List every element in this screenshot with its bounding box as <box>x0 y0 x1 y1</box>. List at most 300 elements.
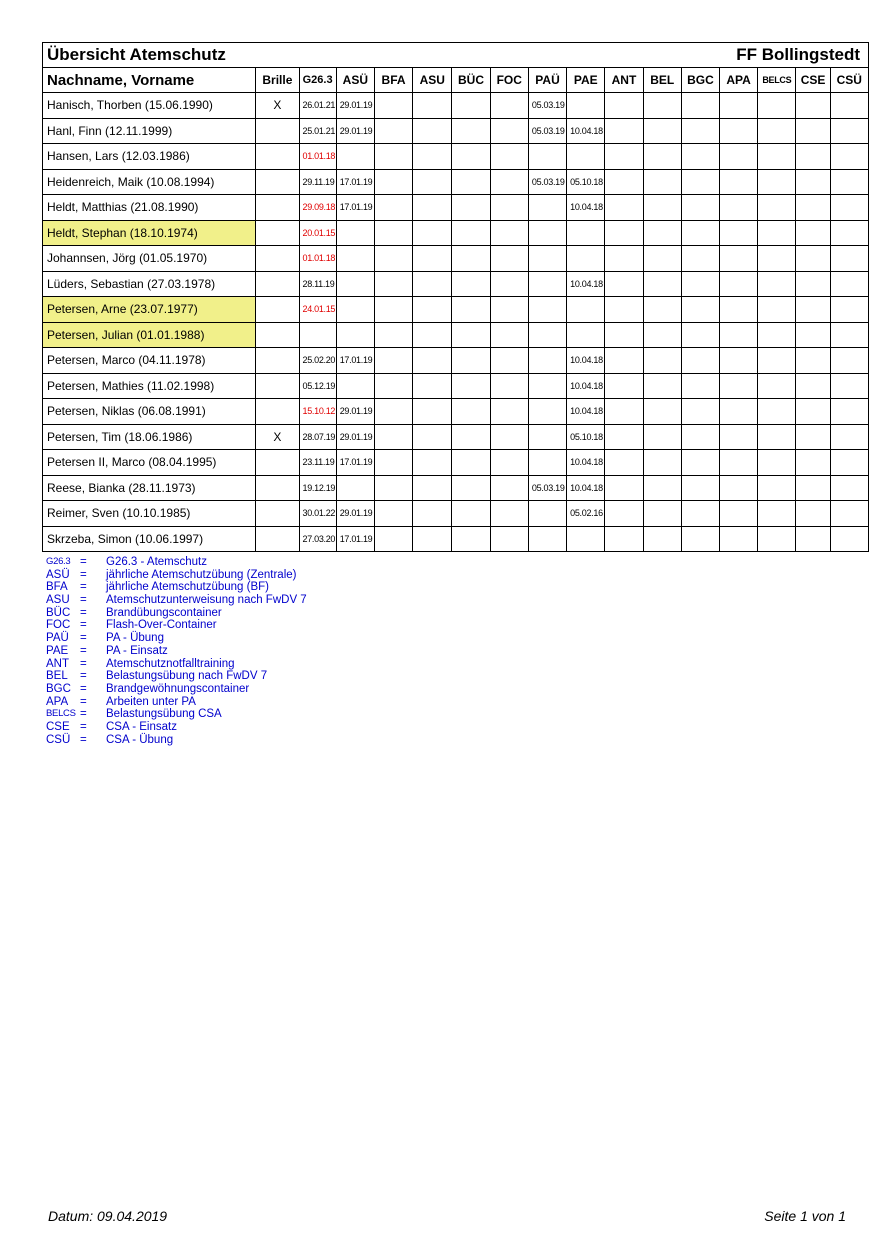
legend-abbreviation: BÜC <box>46 606 71 619</box>
date-cell-g263: 19.12.19 <box>299 475 336 501</box>
empty-cell <box>452 118 490 144</box>
table-row <box>43 475 869 501</box>
empty-cell <box>374 118 412 144</box>
empty-cell <box>720 424 758 450</box>
table-row <box>43 144 869 170</box>
empty-cell <box>830 475 868 501</box>
empty-cell <box>374 169 412 195</box>
column-header-apa: APA <box>720 68 758 93</box>
empty-cell <box>681 322 719 348</box>
empty-cell <box>374 297 412 323</box>
empty-cell <box>413 322 452 348</box>
person-name: Petersen, Niklas (06.08.1991) <box>43 399 256 425</box>
date-cell-g263: 26.01.21 <box>299 93 336 119</box>
legend-item <box>46 581 307 594</box>
legend-abbreviation: G26.3 <box>46 556 71 567</box>
date-cell-pae <box>567 220 605 246</box>
column-header-foc: FOC <box>490 68 528 93</box>
empty-cell <box>605 169 643 195</box>
empty-cell <box>796 526 830 552</box>
empty-cell <box>452 424 490 450</box>
empty-cell <box>643 246 681 272</box>
empty-cell <box>490 501 528 527</box>
empty-cell <box>605 118 643 144</box>
empty-cell <box>643 399 681 425</box>
empty-cell <box>796 271 830 297</box>
empty-cell <box>605 297 643 323</box>
glasses-cell <box>256 322 299 348</box>
table-row <box>43 271 869 297</box>
empty-cell <box>605 450 643 476</box>
date-cell-pae: 10.04.18 <box>567 399 605 425</box>
person-name: Heldt, Stephan (18.10.1974) <box>43 220 256 246</box>
empty-cell <box>796 450 830 476</box>
date-cell-paue <box>528 322 566 348</box>
empty-cell <box>830 144 868 170</box>
empty-cell <box>758 271 796 297</box>
legend-equals: = <box>80 568 87 581</box>
legend-equals: = <box>80 695 87 708</box>
legend-description: Belastungsübung nach FwDV 7 <box>106 670 268 683</box>
date-cell-pae: 05.10.18 <box>567 169 605 195</box>
table-row <box>43 526 869 552</box>
glasses-cell <box>256 220 299 246</box>
empty-cell <box>643 501 681 527</box>
legend-description: Atemschutznotfalltraining <box>106 657 235 670</box>
person-name: Hanl, Finn (12.11.1999) <box>43 118 256 144</box>
date-cell-asue: 29.01.19 <box>336 424 374 450</box>
date-cell-g263: 30.01.22 <box>299 501 336 527</box>
person-name: Lüders, Sebastian (27.03.1978) <box>43 271 256 297</box>
date-cell-asue: 17.01.19 <box>336 195 374 221</box>
empty-cell <box>490 246 528 272</box>
empty-cell <box>720 169 758 195</box>
empty-cell <box>758 195 796 221</box>
training-overview-table <box>42 42 869 552</box>
empty-cell <box>830 424 868 450</box>
empty-cell <box>452 93 490 119</box>
empty-cell <box>490 271 528 297</box>
column-header-nachname-vorname: Nachname, Vorname <box>43 68 256 93</box>
empty-cell <box>643 118 681 144</box>
legend-equals: = <box>80 632 87 645</box>
empty-cell <box>374 144 412 170</box>
legend-equals: = <box>80 644 87 657</box>
date-cell-pae <box>567 297 605 323</box>
date-cell-paue <box>528 348 566 374</box>
date-cell-g263: 01.01.18 <box>299 144 336 170</box>
empty-cell <box>681 297 719 323</box>
empty-cell <box>758 501 796 527</box>
legend-equals: = <box>80 720 87 733</box>
date-cell-g263: 23.11.19 <box>299 450 336 476</box>
empty-cell <box>413 297 452 323</box>
legend-item <box>46 569 307 582</box>
legend-abbreviation: PAE <box>46 644 69 657</box>
glasses-cell <box>256 348 299 374</box>
empty-cell <box>681 118 719 144</box>
date-cell-paue: 05.03.19 <box>528 118 566 144</box>
empty-cell <box>681 475 719 501</box>
empty-cell <box>796 297 830 323</box>
empty-cell <box>490 373 528 399</box>
empty-cell <box>720 348 758 374</box>
legend-description: CSA - Übung <box>106 733 174 746</box>
date-cell-pae: 10.04.18 <box>567 118 605 144</box>
empty-cell <box>720 118 758 144</box>
date-cell-asue: 29.01.19 <box>336 399 374 425</box>
column-header-cse: CSE <box>796 68 830 93</box>
empty-cell <box>796 195 830 221</box>
empty-cell <box>643 475 681 501</box>
glasses-cell: X <box>256 424 299 450</box>
empty-cell <box>413 475 452 501</box>
empty-cell <box>643 450 681 476</box>
table-row <box>43 399 869 425</box>
date-cell-paue: 05.03.19 <box>528 93 566 119</box>
empty-cell <box>720 220 758 246</box>
empty-cell <box>681 450 719 476</box>
date-cell-asue <box>336 297 374 323</box>
empty-cell <box>643 348 681 374</box>
legend-description: Brandübungscontainer <box>106 606 222 619</box>
empty-cell <box>452 195 490 221</box>
glasses-cell <box>256 399 299 425</box>
person-name: Skrzeba, Simon (10.06.1997) <box>43 526 256 552</box>
empty-cell <box>605 526 643 552</box>
empty-cell <box>720 475 758 501</box>
legend-item <box>46 721 307 734</box>
empty-cell <box>681 526 719 552</box>
empty-cell <box>490 169 528 195</box>
empty-cell <box>413 144 452 170</box>
date-cell-asue <box>336 271 374 297</box>
legend-description: jährliche Atemschutzübung (Zentrale) <box>106 568 297 581</box>
glasses-cell <box>256 450 299 476</box>
empty-cell <box>374 220 412 246</box>
date-cell-pae: 10.04.18 <box>567 475 605 501</box>
person-name: Heldt, Matthias (21.08.1990) <box>43 195 256 221</box>
date-cell-asue <box>336 373 374 399</box>
glasses-cell <box>256 271 299 297</box>
column-header-b-c: BÜC <box>452 68 490 93</box>
empty-cell <box>413 93 452 119</box>
empty-cell <box>681 246 719 272</box>
date-cell-g263: 28.07.19 <box>299 424 336 450</box>
date-cell-pae: 10.04.18 <box>567 373 605 399</box>
column-header-pae: PAE <box>567 68 605 93</box>
empty-cell <box>758 424 796 450</box>
empty-cell <box>374 475 412 501</box>
empty-cell <box>758 220 796 246</box>
empty-cell <box>490 450 528 476</box>
legend-item <box>46 658 307 671</box>
person-name: Reimer, Sven (10.10.1985) <box>43 501 256 527</box>
empty-cell <box>720 501 758 527</box>
empty-cell <box>643 424 681 450</box>
date-cell-paue <box>528 399 566 425</box>
empty-cell <box>374 450 412 476</box>
legend-equals: = <box>80 682 87 695</box>
empty-cell <box>452 246 490 272</box>
column-header-pa: PAÜ <box>528 68 566 93</box>
person-name: Petersen II, Marco (08.04.1995) <box>43 450 256 476</box>
empty-cell <box>720 450 758 476</box>
empty-cell <box>796 373 830 399</box>
legend-abbreviation: ASU <box>46 594 70 607</box>
empty-cell <box>796 399 830 425</box>
table-row <box>43 297 869 323</box>
date-cell-paue <box>528 424 566 450</box>
empty-cell <box>605 195 643 221</box>
date-cell-g263 <box>299 322 336 348</box>
empty-cell <box>681 501 719 527</box>
date-cell-paue: 05.03.19 <box>528 475 566 501</box>
column-header-g26-3: G26.3 <box>299 68 336 93</box>
empty-cell <box>374 501 412 527</box>
empty-cell <box>830 297 868 323</box>
empty-cell <box>374 373 412 399</box>
empty-cell <box>796 501 830 527</box>
empty-cell <box>490 475 528 501</box>
empty-cell <box>374 526 412 552</box>
empty-cell <box>758 526 796 552</box>
glasses-cell <box>256 246 299 272</box>
empty-cell <box>605 220 643 246</box>
empty-cell <box>413 271 452 297</box>
legend-description: Belastungsübung CSA <box>106 708 222 721</box>
date-cell-asue <box>336 322 374 348</box>
empty-cell <box>758 118 796 144</box>
date-cell-g263: 29.11.19 <box>299 169 336 195</box>
date-cell-g263: 15.10.12 <box>299 399 336 425</box>
empty-cell <box>413 450 452 476</box>
date-cell-paue <box>528 144 566 170</box>
empty-cell <box>452 169 490 195</box>
empty-cell <box>830 501 868 527</box>
date-cell-asue: 17.01.19 <box>336 348 374 374</box>
date-cell-pae: 05.10.18 <box>567 424 605 450</box>
legend-description: G26.3 - Atemschutz <box>106 556 207 568</box>
legend-item <box>46 556 307 569</box>
date-cell-g263: 24.01.15 <box>299 297 336 323</box>
date-cell-paue <box>528 373 566 399</box>
date-cell-g263: 25.02.20 <box>299 348 336 374</box>
date-cell-paue <box>528 450 566 476</box>
empty-cell <box>452 399 490 425</box>
empty-cell <box>605 399 643 425</box>
empty-cell <box>413 246 452 272</box>
date-cell-g263: 05.12.19 <box>299 373 336 399</box>
empty-cell <box>830 322 868 348</box>
table-row <box>43 424 869 450</box>
empty-cell <box>758 475 796 501</box>
date-cell-paue <box>528 526 566 552</box>
empty-cell <box>681 271 719 297</box>
empty-cell <box>681 144 719 170</box>
empty-cell <box>452 144 490 170</box>
date-cell-asue: 29.01.19 <box>336 93 374 119</box>
empty-cell <box>374 348 412 374</box>
date-cell-paue <box>528 195 566 221</box>
empty-cell <box>758 373 796 399</box>
empty-cell <box>681 424 719 450</box>
empty-cell <box>605 501 643 527</box>
empty-cell <box>413 169 452 195</box>
empty-cell <box>413 348 452 374</box>
date-cell-asue: 17.01.19 <box>336 450 374 476</box>
empty-cell <box>605 348 643 374</box>
date-cell-asue: 29.01.19 <box>336 118 374 144</box>
empty-cell <box>796 144 830 170</box>
date-cell-pae: 10.04.18 <box>567 450 605 476</box>
empty-cell <box>452 271 490 297</box>
empty-cell <box>796 118 830 144</box>
legend-item <box>46 696 307 709</box>
legend-description: PA - Übung <box>106 632 164 645</box>
legend-item <box>46 708 307 721</box>
empty-cell <box>830 348 868 374</box>
column-header-brille: Brille <box>256 68 299 93</box>
column-header-bfa: BFA <box>374 68 412 93</box>
empty-cell <box>830 195 868 221</box>
date-cell-asue <box>336 246 374 272</box>
person-name: Petersen, Arne (23.07.1977) <box>43 297 256 323</box>
legend-item <box>46 632 307 645</box>
empty-cell <box>605 322 643 348</box>
empty-cell <box>490 526 528 552</box>
legend-item <box>46 683 307 696</box>
legend-equals: = <box>80 657 87 670</box>
empty-cell <box>605 246 643 272</box>
footer-date: Datum: 09.04.2019 <box>48 1208 168 1224</box>
date-cell-g263: 27.03.20 <box>299 526 336 552</box>
legend-abbreviation: CSE <box>46 720 70 733</box>
empty-cell <box>796 220 830 246</box>
empty-cell <box>796 169 830 195</box>
person-name: Reese, Bianka (28.11.1973) <box>43 475 256 501</box>
glasses-cell: X <box>256 93 299 119</box>
legend-equals: = <box>80 708 87 721</box>
empty-cell <box>452 373 490 399</box>
table-row <box>43 348 869 374</box>
person-name: Heidenreich, Maik (10.08.1994) <box>43 169 256 195</box>
person-name: Petersen, Julian (01.01.1988) <box>43 322 256 348</box>
empty-cell <box>374 399 412 425</box>
empty-cell <box>830 450 868 476</box>
date-cell-asue: 17.01.19 <box>336 526 374 552</box>
empty-cell <box>643 297 681 323</box>
empty-cell <box>681 169 719 195</box>
glasses-cell <box>256 526 299 552</box>
empty-cell <box>830 246 868 272</box>
empty-cell <box>681 348 719 374</box>
empty-cell <box>643 220 681 246</box>
glasses-cell <box>256 169 299 195</box>
date-cell-pae <box>567 526 605 552</box>
empty-cell <box>490 144 528 170</box>
date-cell-pae <box>567 144 605 170</box>
legend-abbreviation: BEL <box>46 670 68 683</box>
table-row <box>43 220 869 246</box>
glasses-cell <box>256 501 299 527</box>
empty-cell <box>758 144 796 170</box>
legend-item <box>46 734 307 747</box>
date-cell-paue <box>528 246 566 272</box>
empty-cell <box>796 348 830 374</box>
empty-cell <box>413 373 452 399</box>
date-cell-g263: 01.01.18 <box>299 246 336 272</box>
empty-cell <box>490 195 528 221</box>
empty-cell <box>490 93 528 119</box>
table-row <box>43 169 869 195</box>
legend-equals: = <box>80 581 87 594</box>
empty-cell <box>796 322 830 348</box>
empty-cell <box>452 526 490 552</box>
column-header-row <box>43 68 869 93</box>
empty-cell <box>758 93 796 119</box>
empty-cell <box>681 399 719 425</box>
table-row <box>43 501 869 527</box>
date-cell-g263: 29.09.18 <box>299 195 336 221</box>
date-cell-paue: 05.03.19 <box>528 169 566 195</box>
empty-cell <box>413 220 452 246</box>
empty-cell <box>413 399 452 425</box>
empty-cell <box>758 169 796 195</box>
empty-cell <box>720 373 758 399</box>
empty-cell <box>413 424 452 450</box>
empty-cell <box>605 475 643 501</box>
legend-description: Atemschutzunterweisung nach FwDV 7 <box>106 594 307 607</box>
empty-cell <box>643 271 681 297</box>
glasses-cell <box>256 118 299 144</box>
table-row <box>43 195 869 221</box>
empty-cell <box>605 93 643 119</box>
table-row <box>43 93 869 119</box>
legend-equals: = <box>80 556 87 568</box>
page-title: Übersicht Atemschutz <box>43 43 529 68</box>
legend-equals: = <box>80 606 87 619</box>
date-cell-pae: 10.04.18 <box>567 195 605 221</box>
empty-cell <box>830 93 868 119</box>
column-header-asu: ASU <box>413 68 452 93</box>
glasses-cell <box>256 297 299 323</box>
table-row <box>43 246 869 272</box>
empty-cell <box>643 169 681 195</box>
date-cell-asue <box>336 220 374 246</box>
empty-cell <box>490 220 528 246</box>
column-header-bel: BEL <box>643 68 681 93</box>
abbreviation-legend <box>46 556 307 746</box>
legend-abbreviation: BFA <box>46 581 68 594</box>
empty-cell <box>452 322 490 348</box>
date-cell-g263: 20.01.15 <box>299 220 336 246</box>
empty-cell <box>374 424 412 450</box>
glasses-cell <box>256 195 299 221</box>
table-row <box>43 373 869 399</box>
empty-cell <box>643 144 681 170</box>
empty-cell <box>452 220 490 246</box>
empty-cell <box>796 93 830 119</box>
column-header-belcs: BELCS <box>758 68 796 93</box>
legend-abbreviation: PAÜ <box>46 632 69 645</box>
empty-cell <box>720 195 758 221</box>
empty-cell <box>720 271 758 297</box>
legend-description: Arbeiten unter PA <box>106 695 196 708</box>
organization-name: FF Bollingstedt <box>528 43 868 68</box>
date-cell-pae <box>567 322 605 348</box>
empty-cell <box>374 93 412 119</box>
